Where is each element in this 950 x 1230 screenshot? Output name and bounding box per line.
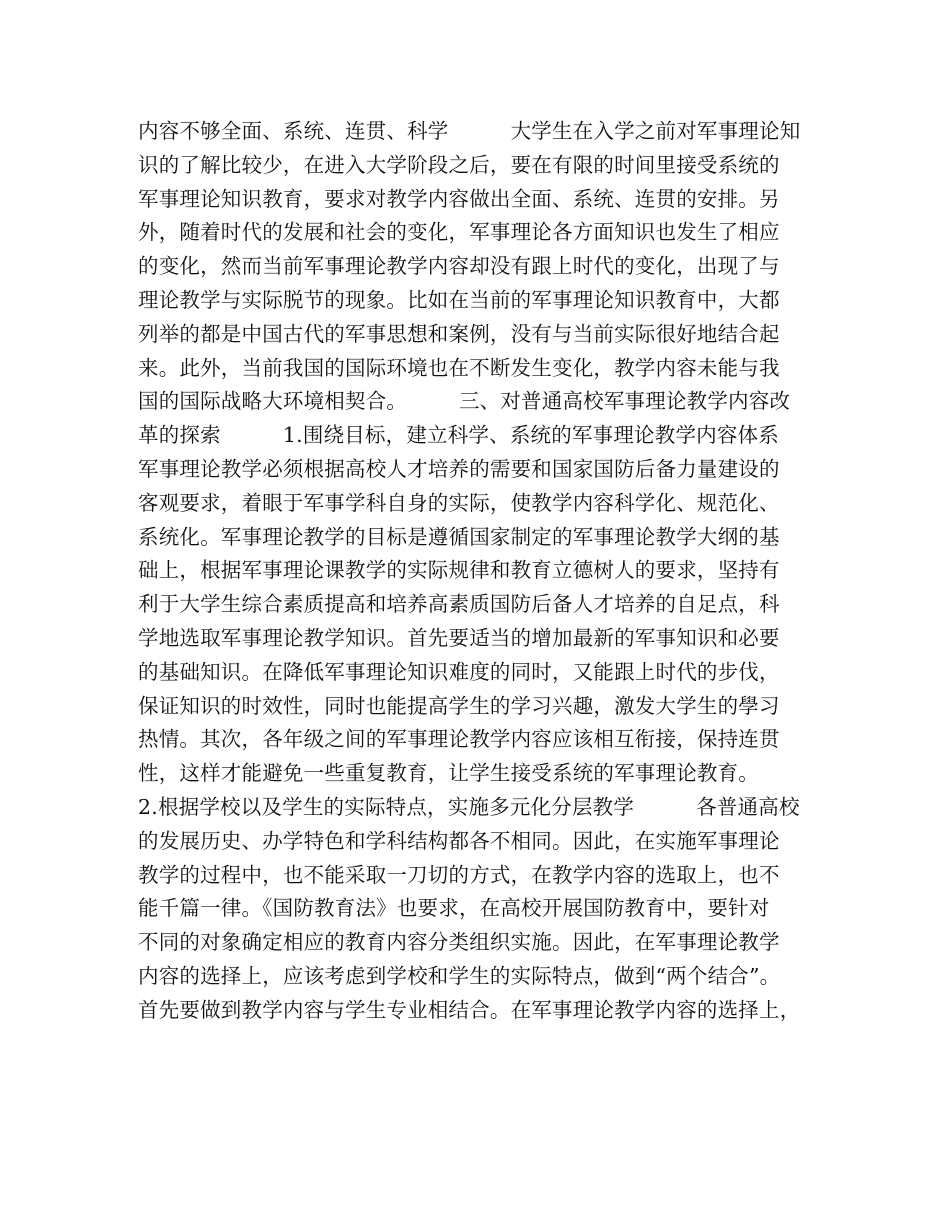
text-line: 性，这样才能避免一些重复教育，让学生接受系统的军事理论教育。 <box>138 761 759 786</box>
text-line: 首先要做到教学内容与学生专业相结合。在军事理论教学内容的选择上， <box>138 997 801 1022</box>
text-line: 利于大学生综合素质提高和培养高素质国防后备人才培养的自足点，科 <box>138 592 780 617</box>
text-line: 客观要求，着眼于军事学科自身的实际，使教学内容科学化、规范化、 <box>138 490 780 515</box>
text-line: 学地选取军事理论教学知识。首先要适当的增加最新的军事知识和必要 <box>138 625 780 650</box>
text-line: 军事理论知识教育，要求对教学内容做出全面、系统、连贯的安排。另 <box>138 186 780 211</box>
text-line: 系统化。军事理论教学的目标是遵循国家制定的军事理论教学大纲的基 <box>138 524 780 549</box>
text-line: 内容的选择上，应该考虑到学校和学生的实际特点，做到“两个结合”。 <box>138 963 781 988</box>
text-line: 的基础知识。在降低军事理论知识难度的同时，又能跟上时代的步伐， <box>138 659 780 684</box>
text-line: 列举的都是中国古代的军事思想和案例，没有与当前实际很好地结合起 <box>138 321 780 346</box>
text-line: 2.根据学校以及学生的实际特点，实施多元化分层教学 各普通高校 <box>138 794 800 819</box>
body-text <box>138 115 838 1028</box>
text-line: 保证知识的时效性，同时也能提高学生的学习兴趣，激发大学生的學习 <box>138 693 780 718</box>
text-line: 外，随着时代的发展和社会的变化，军事理论各方面知识也发生了相应 <box>138 220 780 245</box>
text-line: 不同的对象确定相应的教育内容分类组织实施。因此，在军事理论教学 <box>138 930 780 955</box>
text-line: 的变化，然而当前军事理论教学内容却没有跟上时代的变化，出现了与 <box>138 254 780 279</box>
text-line: 内容不够全面、系统、连贯、科学 大学生在入学之前对军事理论知 <box>138 119 801 143</box>
text-line: 革的探索 1.围绕目标，建立科学、系统的军事理论教学内容体系 <box>138 423 779 448</box>
text-line: 军事理论教学必须根据高校人才培养的需要和国家国防后备力量建设的 <box>138 456 780 481</box>
text-line: 识的了解比较少，在进入大学阶段之后，要在有限的时间里接受系统的 <box>138 152 780 177</box>
text-line: 国的国际战略大环境相契合。 三、对普通高校军事理论教学内容改 <box>138 389 791 414</box>
text-line: 理论教学与实际脱节的现象。比如在当前的军事理论知识教育中，大都 <box>138 287 780 312</box>
text-line: 来。此外，当前我国的国际环境也在不断发生变化，教学内容未能与我 <box>138 355 780 380</box>
text-line: 的发展历史、办学特色和学科结构都各不相同。因此，在实施军事理论 <box>138 828 780 853</box>
text-line: 教学的过程中，也不能采取一刀切的方式，在教学内容的选取上，也不 <box>138 862 780 887</box>
text-line: 能千篇一律。《国防教育法》也要求，在高校开展国防教育中，要针对 <box>138 896 770 921</box>
text-line: 热情。其次，各年级之间的军事理论教学内容应该相互衔接，保持连贯 <box>138 727 780 752</box>
text-line: 础上，根据军事理论课教学的实际规律和教育立德树人的要求，坚持有 <box>138 558 780 583</box>
